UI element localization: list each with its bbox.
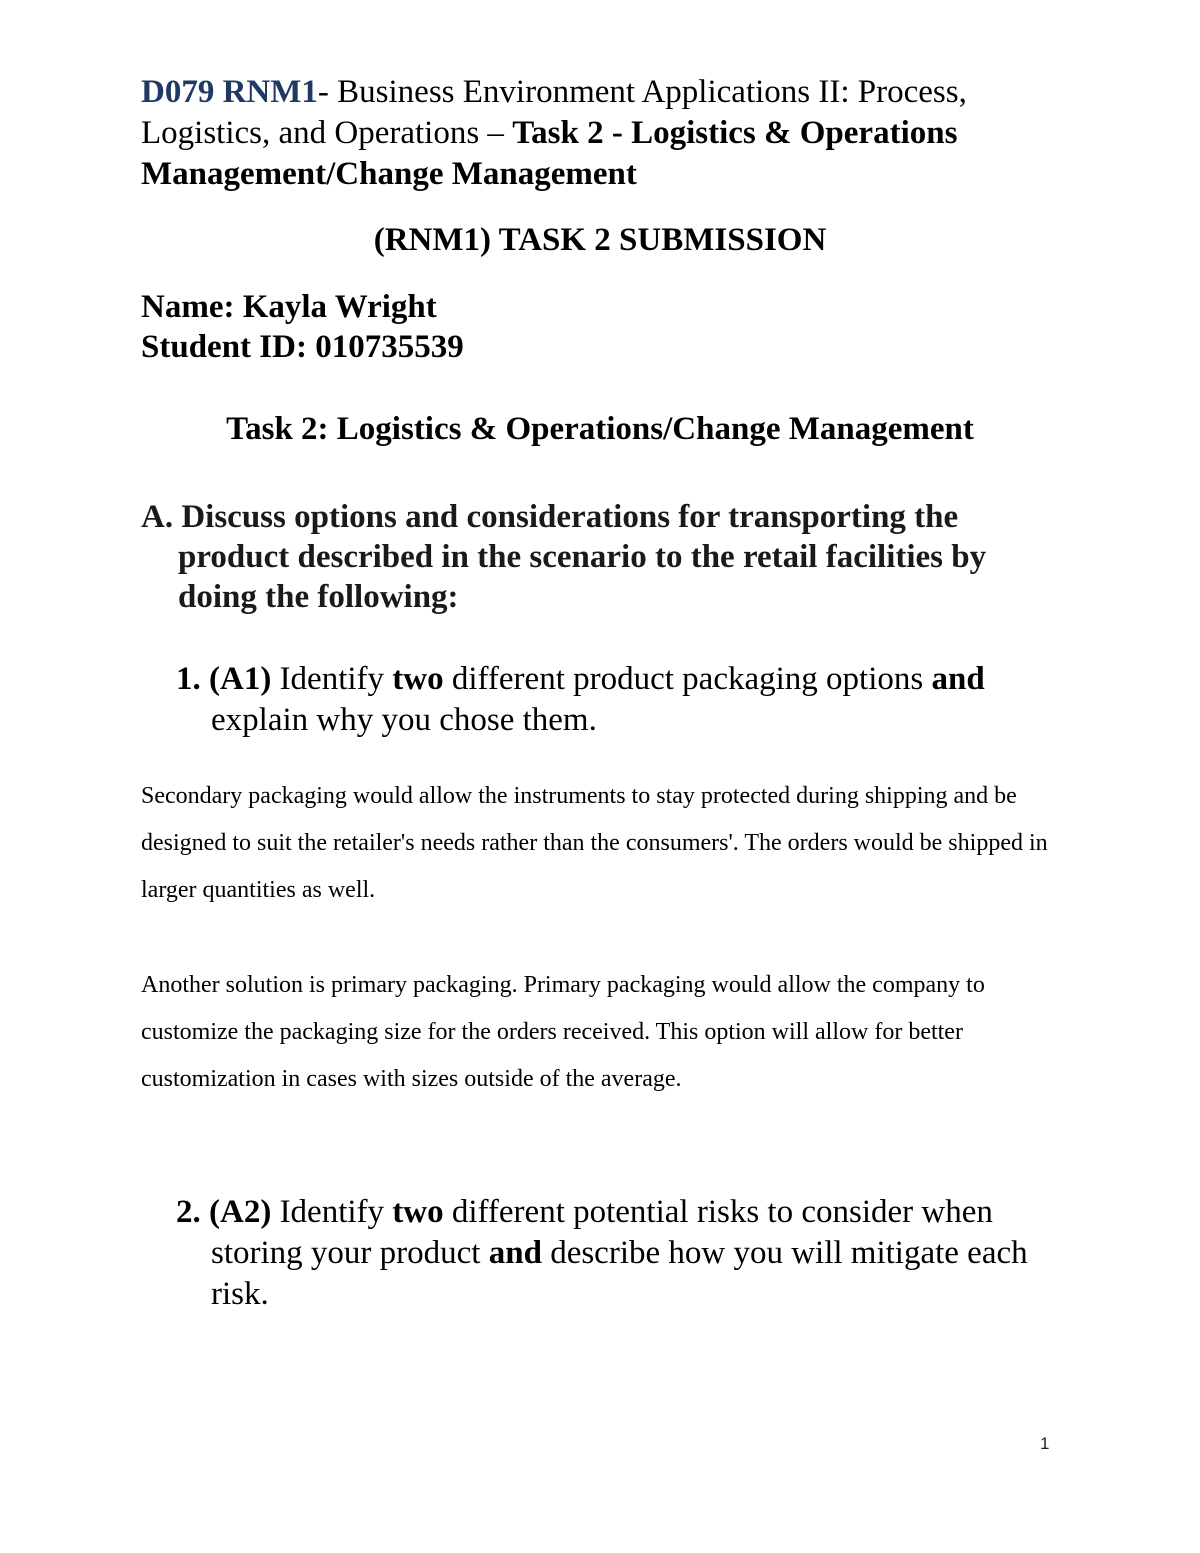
- question-text: Identify: [271, 1194, 393, 1230]
- task-title: Task 2: Logistics & Operations/Change Management: [226, 411, 974, 447]
- student-info: [141, 287, 464, 367]
- question-code: (A2): [209, 1194, 272, 1230]
- question-text: explain why you chose them.: [211, 702, 597, 738]
- section-a-label: A.: [141, 499, 182, 535]
- student-name: Name: Kayla Wright: [141, 289, 437, 325]
- section-a-text: Discuss options and considerations for transporting the product described in the scenario to the retail facilities by doing the following:: [178, 499, 987, 615]
- question-code: (A1): [209, 661, 272, 697]
- question-text: describe how you will mitigate each risk.: [211, 1235, 1028, 1312]
- course-code: D079 RNM1: [141, 74, 318, 110]
- course-heading: [141, 72, 1061, 195]
- question-emphasis: and: [488, 1235, 542, 1271]
- question-a1: [176, 659, 1076, 741]
- answer-paragraph-1: Secondary packaging would allow the instruments to stay protected during shipping and be designed to suit the retailer's needs rather than the consumers'. The orders would be shipped in larger quantities as well.: [141, 783, 1048, 903]
- section-a-heading: [141, 497, 1071, 617]
- submission-title: (RNM1) TASK 2 SUBMISSION: [373, 222, 827, 258]
- page-number: 1: [1040, 1434, 1050, 1453]
- question-emphasis: two: [392, 661, 444, 697]
- task-label: Task 2 - Logistics & Operations Management/Change Management: [141, 115, 958, 192]
- question-number: 1.: [176, 661, 209, 697]
- question-emphasis: and: [931, 661, 985, 697]
- question-text: different potential risks to consider when storing your product: [211, 1194, 993, 1271]
- student-id: Student ID: 010735539: [141, 329, 464, 365]
- course-title: - Business Environment Applications II: Process, Logistics, and Operations –: [141, 74, 967, 151]
- question-a2: [176, 1192, 1076, 1315]
- question-text: Identify: [271, 661, 393, 697]
- question-emphasis: two: [392, 1194, 444, 1230]
- question-text: different product packaging options: [443, 661, 932, 697]
- question-number: 2.: [176, 1194, 209, 1230]
- answer-paragraph-2: Another solution is primary packaging. Primary packaging would allow the company to customize the packaging size for the orders received. This option will allow for better customization in cases with sizes outside of the average.: [141, 972, 985, 1092]
